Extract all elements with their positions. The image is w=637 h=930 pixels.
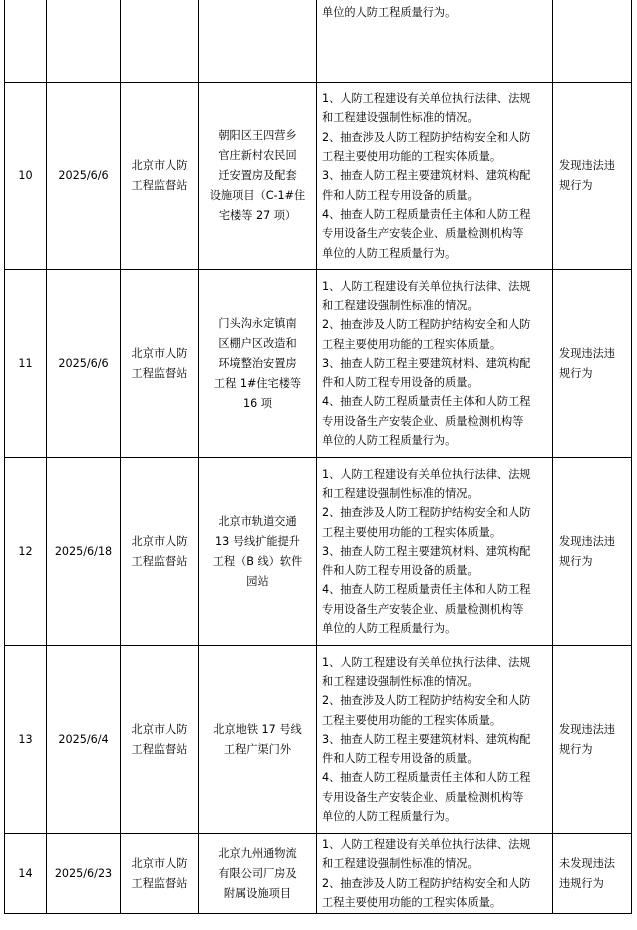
content-line: 4、抽查人防工程质量责任主体和人防工程 [322, 207, 531, 221]
inspection-content [317, 834, 553, 914]
inspection-unit [121, 270, 199, 458]
content-line: 和工程建设强制性标准的情况。 [322, 857, 479, 871]
project-line: 朝阳区王四营乡 [218, 129, 297, 142]
table-row [5, 834, 632, 914]
project-line: 北京市轨道交通 [218, 514, 297, 528]
content-line: 和工程建设强制性标准的情况。 [322, 298, 479, 312]
row-number: 13 [5, 646, 47, 834]
row-number: 14 [5, 834, 47, 914]
project-name [199, 270, 317, 458]
inspection-content [317, 83, 553, 270]
content-line: 工程主要使用功能的工程实体质量。 [322, 337, 502, 351]
content-line: 件和人防工程专用设备的质量。 [322, 376, 479, 390]
inspection-unit [121, 83, 199, 270]
unit-line: 北京市人防 [131, 722, 188, 736]
content-line: 专用设备生产安装企业、质量检测机构等 [322, 227, 524, 241]
content-line: 单位的人防工程质量行为。 [322, 246, 457, 260]
inspection-date: 2025/6/6 [47, 270, 121, 458]
inspection-result [553, 834, 632, 914]
inspection-unit [121, 0, 199, 83]
content-line: 1、人防工程建设有关单位执行法律、法规 [322, 837, 531, 851]
content-line: 专用设备生产安装企业、质量检测机构等 [322, 414, 524, 428]
content-line: 件和人防工程专用设备的质量。 [322, 564, 479, 578]
table-row [5, 646, 632, 834]
project-name [199, 834, 317, 914]
content-line: 1、人防工程建设有关单位执行法律、法规 [322, 467, 531, 481]
result-line: 规行为 [559, 742, 593, 756]
inspection-date: 2025/6/23 [47, 834, 121, 914]
inspection-date: 2025/6/4 [47, 646, 121, 834]
content-line: 单位的人防工程质量行为。 [322, 434, 457, 448]
inspection-result [553, 646, 632, 834]
inspection-result [553, 270, 632, 458]
project-name [199, 0, 317, 83]
project-line: 工程 1#住宅楼等 [213, 376, 302, 390]
content-line: 1、人防工程建设有关单位执行法律、法规 [322, 279, 531, 293]
project-name [199, 646, 317, 834]
project-name [199, 83, 317, 270]
table-row [5, 458, 632, 646]
inspection-unit [121, 458, 199, 646]
table-row [5, 270, 632, 458]
result-line: 发现违法违 [559, 534, 615, 548]
unit-line: 北京市人防 [131, 534, 188, 548]
content-line: 1、人防工程建设有关单位执行法律、法规 [322, 655, 531, 669]
inspection-date: 2025/6/18 [47, 458, 121, 646]
result-line: 违规行为 [559, 876, 604, 890]
result-line: 规行为 [559, 554, 593, 568]
content-line: 2、抽查涉及人防工程防护结构安全和人防 [322, 130, 531, 144]
content-line: 2、抽查涉及人防工程防护结构安全和人防 [322, 876, 531, 890]
project-line: 宅楼等 27 项） [218, 209, 297, 222]
unit-line: 工程监督站 [131, 179, 188, 192]
content-line: 件和人防工程专用设备的质量。 [322, 188, 479, 202]
table-row [5, 0, 632, 83]
table-body [5, 0, 632, 914]
content-line: 件和人防工程专用设备的质量。 [322, 752, 479, 766]
content-line: 单位的人防工程质量行为。 [322, 810, 457, 824]
project-line: 16 项 [243, 396, 272, 410]
project-line: 有限公司厂房及 [218, 866, 297, 880]
row-number [5, 0, 47, 83]
unit-line: 工程监督站 [131, 554, 188, 568]
row-number: 11 [5, 270, 47, 458]
content-line: 和工程建设强制性标准的情况。 [322, 486, 479, 500]
project-line: 13 号线扩能提升 [215, 534, 300, 548]
inspection-result [553, 0, 632, 83]
content-line: 3、抽查人防工程主要建筑材料、建筑构配 [322, 544, 531, 558]
unit-line: 工程监督站 [131, 876, 188, 890]
result-line: 规行为 [559, 179, 593, 192]
inspection-result [553, 83, 632, 270]
content-line: 和工程建设强制性标准的情况。 [322, 111, 479, 125]
content-line: 2、抽查涉及人防工程防护结构安全和人防 [322, 506, 531, 520]
unit-line: 北京市人防 [131, 856, 188, 870]
project-line: 北京九州通物流 [218, 846, 297, 860]
project-line: 官庄新村农民回 [218, 149, 297, 162]
inspection-date [47, 0, 121, 83]
project-line: 工程（B 线）软件 [212, 554, 303, 568]
content-line: 3、抽查人防工程主要建筑材料、建筑构配 [322, 732, 531, 746]
content-line: 2、抽查涉及人防工程防护结构安全和人防 [322, 318, 531, 332]
project-line: 迁安置房及配套 [218, 169, 297, 182]
project-name [199, 458, 317, 646]
content-line: 工程主要使用功能的工程实体质量。 [322, 525, 502, 539]
unit-line: 工程监督站 [131, 366, 188, 380]
inspection-unit [121, 834, 199, 914]
project-line: 附属设施项目 [223, 886, 292, 900]
result-line: 发现违法违 [559, 346, 615, 360]
content-line: 4、抽查人防工程质量责任主体和人防工程 [322, 771, 531, 785]
result-line: 发现违法违 [559, 159, 615, 172]
content-line: 1、人防工程建设有关单位执行法律、法规 [322, 92, 531, 106]
project-line: 区棚户区改造和 [218, 336, 297, 350]
inspection-result [553, 458, 632, 646]
unit-line: 北京市人防 [131, 159, 188, 172]
result-line: 未发现违法 [559, 856, 615, 870]
unit-line: 工程监督站 [131, 742, 188, 756]
content-line: 3、抽查人防工程主要建筑材料、建筑构配 [322, 356, 531, 370]
inspection-content [317, 458, 553, 646]
content-line: 4、抽查人防工程质量责任主体和人防工程 [322, 395, 531, 409]
content-line: 工程主要使用功能的工程实体质量。 [322, 895, 502, 909]
project-line: 工程广渠门外 [223, 742, 292, 756]
inspection-content [317, 270, 553, 458]
project-line: 设施项目（C-1#住 [209, 189, 306, 202]
project-line: 园站 [246, 574, 269, 588]
content-line: 单位的人防工程质量行为。 [322, 622, 457, 636]
inspection-content [317, 0, 553, 83]
content-line: 2、抽查涉及人防工程防护结构安全和人防 [322, 694, 531, 708]
content-line: 工程主要使用功能的工程实体质量。 [322, 150, 502, 164]
project-line: 北京地铁 17 号线 [213, 722, 302, 736]
content-line: 单位的人防工程质量行为。 [322, 6, 457, 19]
content-line: 和工程建设强制性标准的情况。 [322, 674, 479, 688]
unit-line: 北京市人防 [131, 346, 188, 360]
content-line: 4、抽查人防工程质量责任主体和人防工程 [322, 583, 531, 597]
result-line: 发现违法违 [559, 722, 615, 736]
content-line: 工程主要使用功能的工程实体质量。 [322, 713, 502, 727]
inspection-content [317, 646, 553, 834]
project-line: 环境整治安置房 [218, 356, 297, 370]
content-line: 专用设备生产安装企业、质量检测机构等 [322, 790, 524, 804]
row-number: 10 [5, 83, 47, 270]
content-line: 3、抽查人防工程主要建筑材料、建筑构配 [322, 169, 531, 183]
inspection-table [4, 0, 632, 914]
row-number: 12 [5, 458, 47, 646]
content-line: 专用设备生产安装企业、质量检测机构等 [322, 602, 524, 616]
project-line: 门头沟永定镇南 [218, 316, 297, 330]
result-line: 规行为 [559, 366, 593, 380]
table-row [5, 83, 632, 270]
inspection-unit [121, 646, 199, 834]
inspection-date: 2025/6/6 [47, 83, 121, 270]
